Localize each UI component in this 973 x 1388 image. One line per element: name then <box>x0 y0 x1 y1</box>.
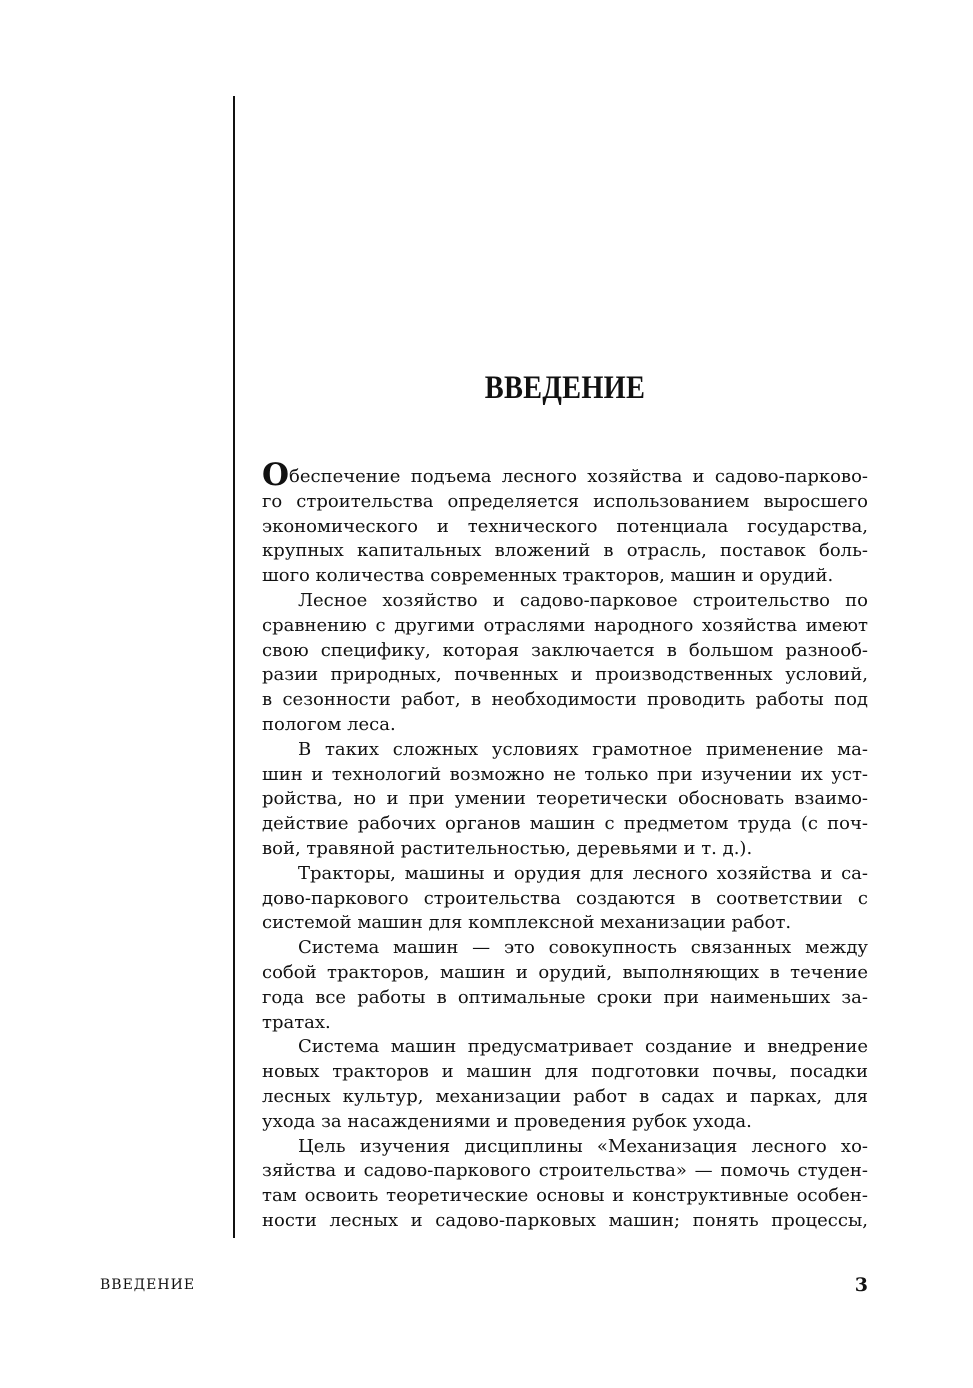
paragraph <box>262 457 868 589</box>
text-line: Цель изучения дисциплины «Механизация лесного хо- <box>298 1135 868 1157</box>
text-line: года все работы в оптимальные сроки при наименьших за- <box>262 986 868 1008</box>
text-line: системой машин для комплексной механизации работ. <box>262 912 792 934</box>
margin-rule <box>233 96 235 1238</box>
paragraph <box>262 1135 868 1234</box>
paragraph <box>262 738 868 862</box>
page-number: 3 <box>854 1274 868 1296</box>
text-line: ухода за насаждениями и проведения рубок ухода. <box>262 1110 752 1132</box>
text-line: там освоить теоретические основы и конструктивные особен- <box>262 1185 868 1207</box>
drop-cap: О <box>262 457 290 493</box>
text-line: Лесное хозяйство и садово-парковое строительство по <box>298 589 868 611</box>
text-line: Система машин — это совокупность связанных между <box>298 937 868 959</box>
text-line: го строительства определяется использованием выросшего <box>262 490 868 512</box>
text-line: дово-паркового строительства создаются в соответствии с <box>262 887 868 909</box>
text-line: собой тракторов, машин и орудий, выполняющих в течение <box>262 961 868 983</box>
text-line: В таких сложных условиях грамотное применение ма- <box>298 738 868 760</box>
paragraph <box>262 1035 868 1134</box>
text-line: действие рабочих органов машин с предметом труда (с поч- <box>262 813 868 835</box>
paragraph <box>262 936 868 1035</box>
text-line: зяйства и садово-паркового строительства» — помочь студен- <box>262 1160 868 1182</box>
text-line: в сезонности работ, в необходимости проводить работы под <box>262 689 868 711</box>
text-line: вой, травяной растительностью, деревьями и т. д.). <box>262 837 753 859</box>
text-line: тратах. <box>262 1011 331 1033</box>
text-line: ройства, но и при умении теоретически обосновать взаимо- <box>262 788 868 810</box>
text-line: сравнению с другими отраслями народного хозяйства имеют <box>262 614 868 636</box>
text-line: Тракторы, машины и орудия для лесного хозяйства и са- <box>298 862 868 884</box>
text-line: разии природных, почвенных и производственных условий, <box>262 664 868 686</box>
text-line: новых тракторов и машин для подготовки почвы, посадки <box>262 1061 868 1083</box>
text-line: лесных культур, механизации работ в садах и парках, для <box>262 1085 868 1107</box>
paragraph <box>262 862 868 936</box>
text-line: свою специфику, которая заключается в большом разнооб- <box>262 639 868 661</box>
text-line: Обеспечение подъема лесного хозяйства и садово-парково- <box>262 457 868 493</box>
text-line: экономического и технического потенциала государства, <box>262 515 868 537</box>
text-line: Система машин предусматривает создание и внедрение <box>298 1036 868 1058</box>
body-text <box>262 457 868 1234</box>
running-head: ВВЕДЕНИЕ <box>100 1277 196 1293</box>
text-line: крупных капитальных вложений в отрасль, поставок боль- <box>262 540 868 562</box>
text-line: шин и технологий возможно не только при изучении их уст- <box>262 763 868 785</box>
text-line: ности лесных и садово-парковых машин; понять процессы, <box>262 1209 868 1231</box>
text-line: шого количества современных тракторов, машин и орудий. <box>262 565 834 587</box>
page-title: ВВЕДЕНИЕ <box>484 370 646 406</box>
text-line: пологом леса. <box>262 713 396 735</box>
paragraph <box>262 589 868 738</box>
